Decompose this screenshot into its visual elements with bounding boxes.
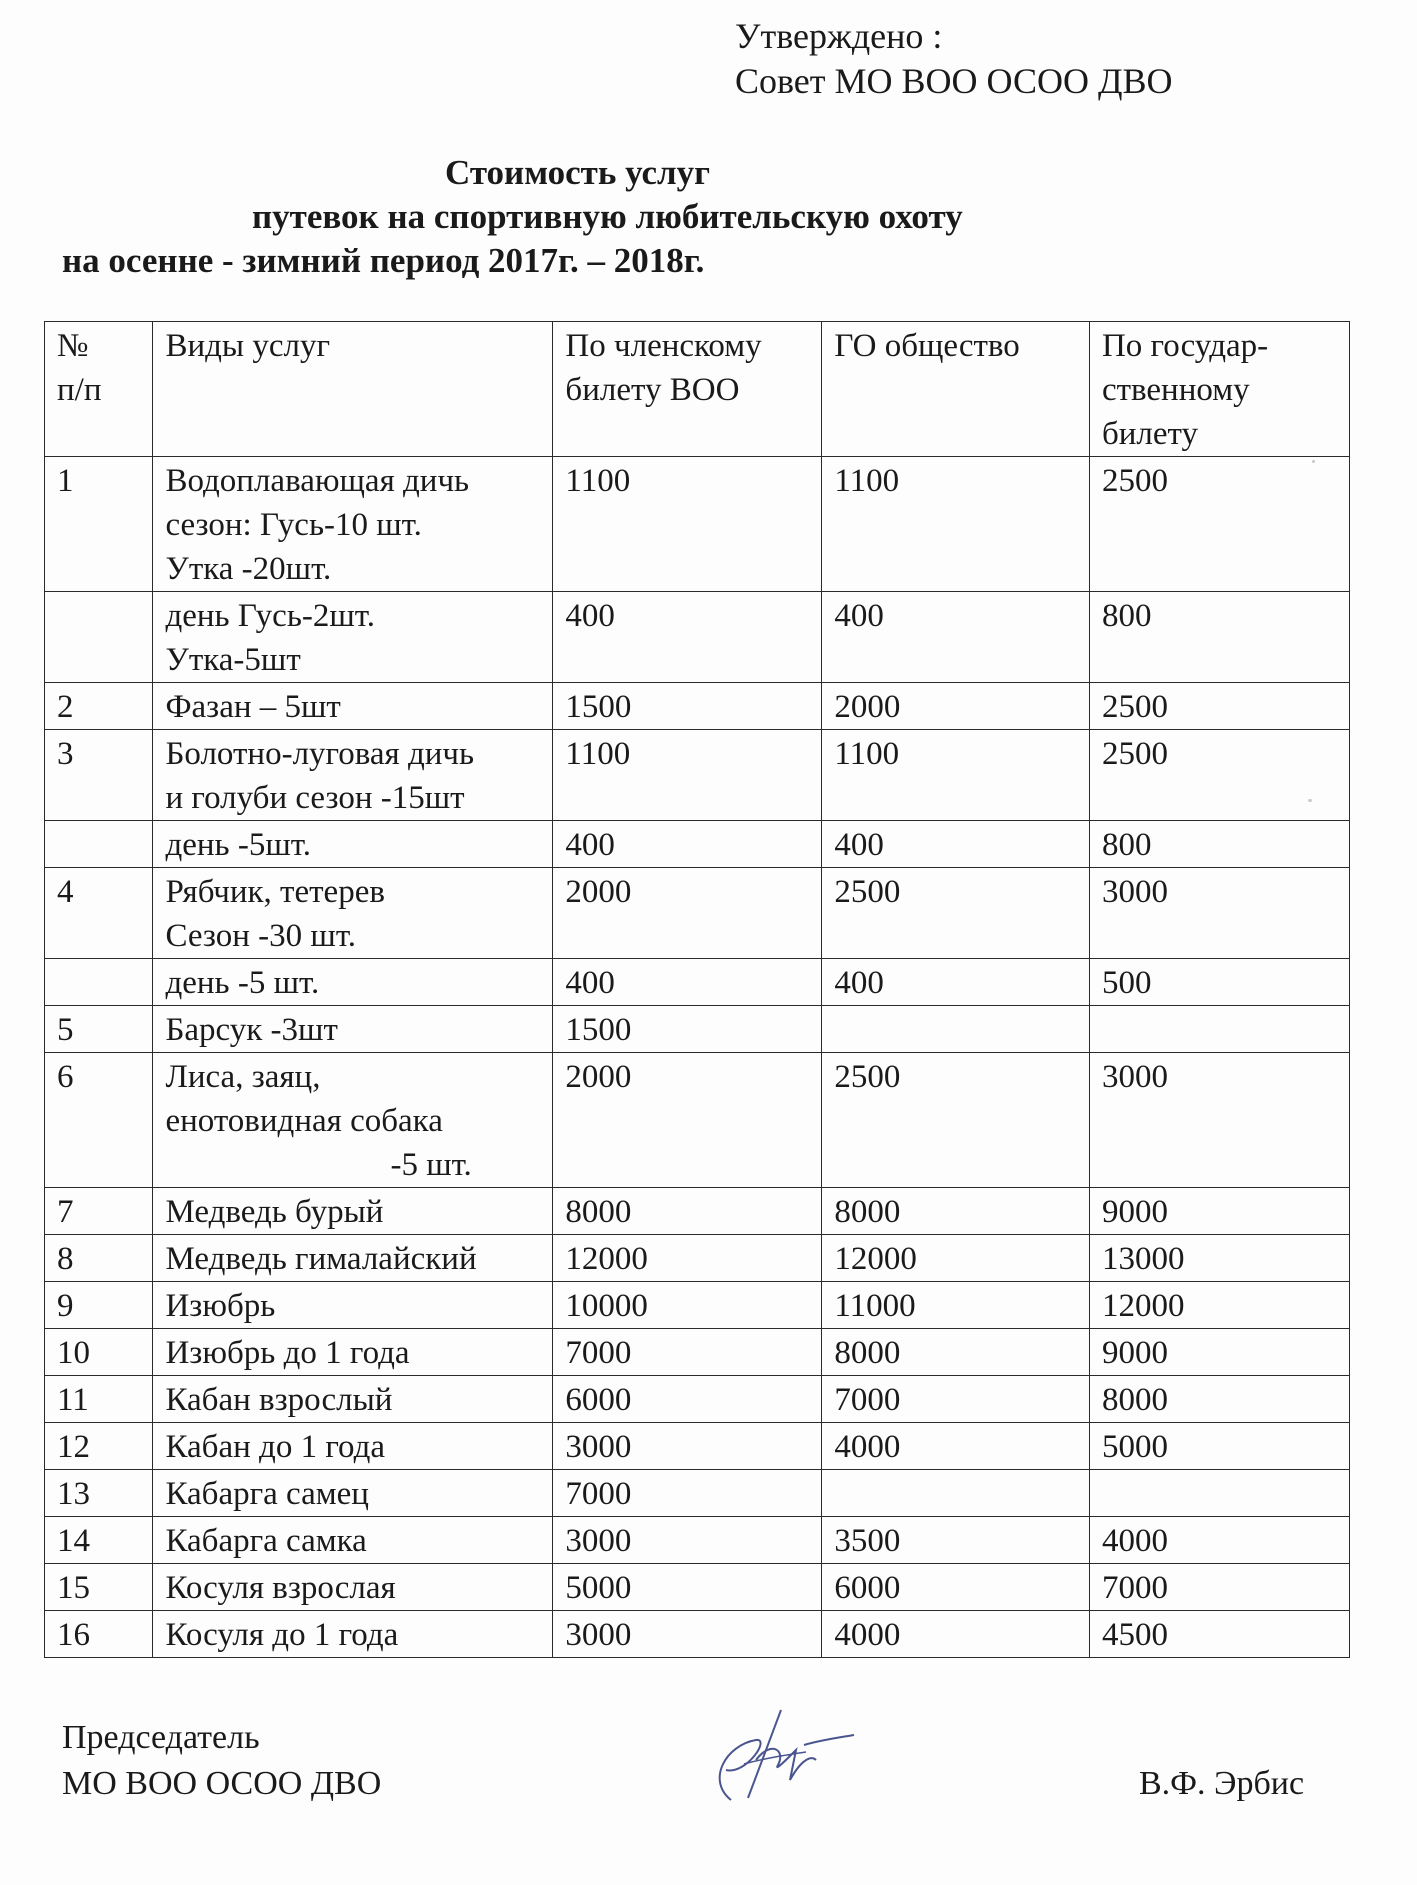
header-member-ticket: По членскому билету ВОО (553, 322, 822, 457)
price-state-ticket: 13000 (1089, 1235, 1349, 1282)
approval-line-2: Совет МО ВОО ОСОО ДВО (735, 61, 1173, 101)
table-row (45, 1188, 1350, 1235)
title-line-2: путевок на спортивную любительскую охоту (252, 197, 963, 236)
price-table (44, 321, 1350, 1658)
price-member-ticket: 7000 (553, 1329, 822, 1376)
service-name: день -5шт. (153, 821, 553, 868)
table-row (45, 592, 1350, 683)
table-row (45, 1423, 1350, 1470)
role-line-2: МО ВОО ОСОО ДВО (62, 1765, 382, 1802)
title-line-3: на осенне - зимний период 2017г. – 2018г. (62, 241, 705, 280)
price-state-ticket: 2500 (1089, 730, 1349, 821)
price-member-ticket: 1500 (553, 683, 822, 730)
price-state-ticket: 500 (1089, 959, 1349, 1006)
price-state-ticket: 800 (1089, 592, 1349, 683)
price-member-ticket: 5000 (553, 1564, 822, 1611)
row-number: 2 (45, 683, 153, 730)
price-member-ticket: 2000 (553, 868, 822, 959)
service-name: Барсук -3шт (153, 1006, 553, 1053)
price-state-ticket: 2500 (1089, 457, 1349, 592)
service-name: Лиса, заяц, енотовидная собака -5 шт. (153, 1053, 553, 1188)
service-name: день -5 шт. (153, 959, 553, 1006)
price-state-ticket: 4000 (1089, 1517, 1349, 1564)
table-row (45, 1564, 1350, 1611)
table-row (45, 959, 1350, 1006)
price-society: 2500 (822, 868, 1090, 959)
price-society: 7000 (822, 1376, 1090, 1423)
price-state-ticket: 7000 (1089, 1564, 1349, 1611)
footer-role (62, 1715, 381, 1807)
price-society: 400 (822, 821, 1090, 868)
service-name: Косуля до 1 года (153, 1611, 553, 1658)
table-row (45, 1235, 1350, 1282)
price-society: 8000 (822, 1188, 1090, 1235)
table-row (45, 1517, 1350, 1564)
service-name: Кабан до 1 года (153, 1423, 553, 1470)
service-name: Фазан – 5шт (153, 683, 553, 730)
row-number: 12 (45, 1423, 153, 1470)
price-state-ticket: 3000 (1089, 868, 1349, 959)
price-state-ticket (1089, 1006, 1349, 1053)
price-state-ticket: 9000 (1089, 1329, 1349, 1376)
service-name: Медведь гималайский (153, 1235, 553, 1282)
price-member-ticket: 1500 (553, 1006, 822, 1053)
row-number: 3 (45, 730, 153, 821)
row-number: 16 (45, 1611, 153, 1658)
row-number: 11 (45, 1376, 153, 1423)
service-name: Медведь бурый (153, 1188, 553, 1235)
price-society: 2000 (822, 683, 1090, 730)
table-body (45, 457, 1350, 1658)
table-row (45, 1282, 1350, 1329)
price-society: 1100 (822, 457, 1090, 592)
service-name: Кабан взрослый (153, 1376, 553, 1423)
approval-line-1: Утверждено : (735, 16, 943, 56)
price-society: 11000 (822, 1282, 1090, 1329)
price-member-ticket: 3000 (553, 1517, 822, 1564)
service-name: Болотно-луговая дичь и голуби сезон -15шт (153, 730, 553, 821)
price-society: 3500 (822, 1517, 1090, 1564)
row-number: 8 (45, 1235, 153, 1282)
price-member-ticket: 12000 (553, 1235, 822, 1282)
price-society: 1100 (822, 730, 1090, 821)
table-row (45, 683, 1350, 730)
service-name: Косуля взрослая (153, 1564, 553, 1611)
table-row (45, 1470, 1350, 1517)
price-state-ticket: 800 (1089, 821, 1349, 868)
service-name: Водоплавающая дичь сезон: Гусь-10 шт. Утка -20шт. (153, 457, 553, 592)
price-society: 8000 (822, 1329, 1090, 1376)
row-number: 6 (45, 1053, 153, 1188)
title-line-1: Стоимость услуг (445, 153, 711, 192)
row-number: 4 (45, 868, 153, 959)
price-society: 4000 (822, 1423, 1090, 1470)
table-row (45, 821, 1350, 868)
price-society: 6000 (822, 1564, 1090, 1611)
role-line-1: Председатель (62, 1719, 260, 1756)
price-member-ticket: 3000 (553, 1423, 822, 1470)
table-row (45, 1376, 1350, 1423)
header-state-ticket: По государ- ственному билету (1089, 322, 1349, 457)
price-member-ticket: 1100 (553, 730, 822, 821)
price-state-ticket: 12000 (1089, 1282, 1349, 1329)
service-name: день Гусь-2шт. Утка-5шт (153, 592, 553, 683)
handwritten-signature (686, 1700, 856, 1810)
price-member-ticket: 6000 (553, 1376, 822, 1423)
service-name: Изюбрь (153, 1282, 553, 1329)
price-state-ticket: 9000 (1089, 1188, 1349, 1235)
row-number (45, 821, 153, 868)
row-number: 13 (45, 1470, 153, 1517)
row-number: 14 (45, 1517, 153, 1564)
table-row (45, 868, 1350, 959)
service-name: Рябчик, тетерев Сезон -30 шт. (153, 868, 553, 959)
price-state-ticket: 5000 (1089, 1423, 1349, 1470)
row-number: 15 (45, 1564, 153, 1611)
price-society: 12000 (822, 1235, 1090, 1282)
price-member-ticket: 400 (553, 592, 822, 683)
table-row (45, 457, 1350, 592)
price-society: 400 (822, 959, 1090, 1006)
price-member-ticket: 400 (553, 959, 822, 1006)
price-society: 400 (822, 592, 1090, 683)
price-member-ticket: 400 (553, 821, 822, 868)
price-society (822, 1006, 1090, 1053)
row-number (45, 592, 153, 683)
scan-speck (1312, 460, 1315, 463)
price-state-ticket: 3000 (1089, 1053, 1349, 1188)
row-number: 10 (45, 1329, 153, 1376)
service-name-tail: -5 шт. (390, 1147, 472, 1183)
table-row (45, 1006, 1350, 1053)
header-num: № п/п (45, 322, 153, 457)
table-row (45, 1053, 1350, 1188)
price-state-ticket: 8000 (1089, 1376, 1349, 1423)
row-number (45, 959, 153, 1006)
price-member-ticket: 3000 (553, 1611, 822, 1658)
price-member-ticket: 1100 (553, 457, 822, 592)
row-number: 9 (45, 1282, 153, 1329)
price-member-ticket: 7000 (553, 1470, 822, 1517)
scan-speck (1308, 799, 1312, 802)
row-number: 7 (45, 1188, 153, 1235)
row-number: 5 (45, 1006, 153, 1053)
service-name: Кабарга самка (153, 1517, 553, 1564)
table-header-row (45, 322, 1350, 457)
price-member-ticket: 10000 (553, 1282, 822, 1329)
table-row (45, 1329, 1350, 1376)
header-society: ГО общество (822, 322, 1090, 457)
price-society (822, 1470, 1090, 1517)
price-state-ticket: 2500 (1089, 683, 1349, 730)
header-service: Виды услуг (153, 322, 553, 457)
table-row (45, 730, 1350, 821)
service-name: Кабарга самец (153, 1470, 553, 1517)
service-name: Изюбрь до 1 года (153, 1329, 553, 1376)
price-state-ticket: 4500 (1089, 1611, 1349, 1658)
price-member-ticket: 2000 (553, 1053, 822, 1188)
price-member-ticket: 8000 (553, 1188, 822, 1235)
price-society: 2500 (822, 1053, 1090, 1188)
approval-stamp (735, 14, 1173, 104)
signatory-name: В.Ф. Эрбис (1139, 1765, 1305, 1802)
price-society: 4000 (822, 1611, 1090, 1658)
price-state-ticket (1089, 1470, 1349, 1517)
row-number: 1 (45, 457, 153, 592)
table-row (45, 1611, 1350, 1658)
